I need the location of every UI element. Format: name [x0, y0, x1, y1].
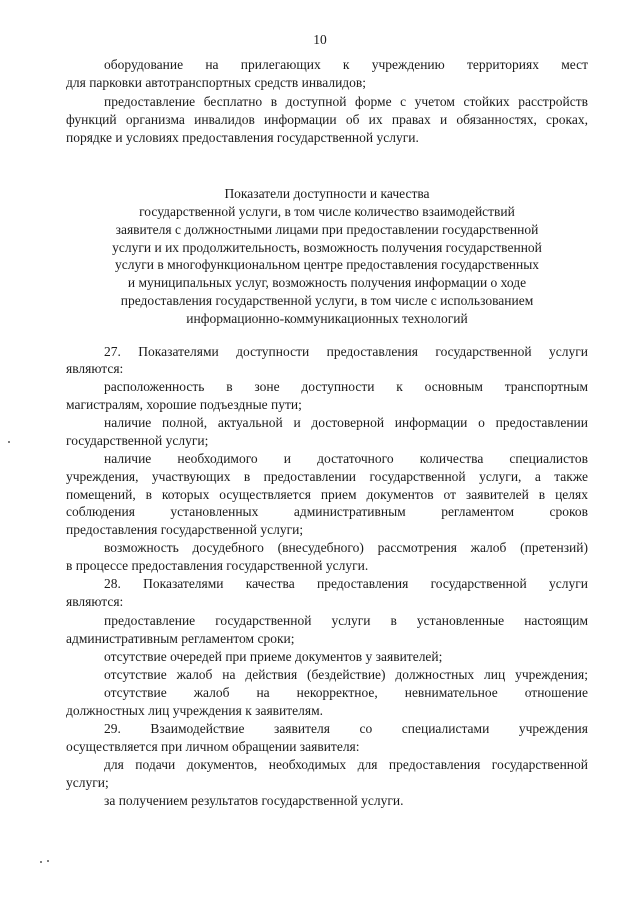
section-heading-line-6: и муниципальных услуг, возможность получения информации о ходе: [127, 275, 527, 290]
intro-line-2: для парковки автотранспортных средств инвалидов;: [66, 75, 367, 90]
p27-line-2: являются:: [66, 361, 124, 376]
section-heading-line-3: заявителя с должностными лицами при предоставлении государственной: [115, 222, 539, 237]
p28-line-5: отсутствие очередей при приеме документов у заявителей;: [104, 649, 443, 664]
section-heading-line-4: услуги и их продолжительность, возможность получения государственной: [112, 240, 542, 255]
section-heading-line-2: государственной услуги, в том числе количество взаимодействий: [139, 204, 515, 219]
p27-line-3: расположенность в зоне доступности к основным транспортным: [104, 379, 588, 394]
p29-line-4: услуги;: [66, 775, 109, 790]
p28-line-4: административным регламентом сроки;: [66, 631, 295, 646]
p28-line-6: отсутствие жалоб на действия (бездействие) должностных лиц учреждения;: [104, 667, 588, 682]
p28-line-7: отсутствие жалоб на некорректное, невнимательное отношение: [104, 685, 588, 700]
p28-line-8: должностных лиц учреждения к заявителям.: [66, 703, 324, 718]
intro-line-3: предоставление бесплатно в доступной форме с учетом стойких расстройств: [104, 94, 588, 109]
p29-line-1: 29. Взаимодействие заявителя со специалистами учреждения: [104, 721, 588, 736]
scan-speck: [8, 441, 10, 443]
p27-line-6: государственной услуги;: [66, 433, 209, 448]
section-heading-line-5: услуги в многофункциональном центре предоставления государственных: [114, 257, 540, 272]
p27-line-12: возможность досудебного (внесудебного) рассмотрения жалоб (претензий): [104, 540, 588, 555]
p27-line-5: наличие полной, актуальной и достоверной информации о предоставлении: [104, 415, 588, 430]
page-number: 10: [313, 32, 327, 47]
intro-line-4: функций организма инвалидов информации об их правах и обязанностях, сроках,: [66, 112, 588, 127]
p29-line-5: за получением результатов государственной услуги.: [104, 793, 404, 808]
scan-speck: [40, 861, 42, 863]
section-heading-line-1: Показатели доступности и качества: [224, 186, 430, 201]
scan-speck: [47, 860, 49, 862]
p27-line-9: помещений, в которых осуществляется прием документов от заявителей в целях: [66, 487, 588, 502]
p27-line-10: соблюдения установленных административным регламентом сроков: [66, 504, 588, 519]
p28-line-2: являются:: [66, 594, 124, 609]
intro-line-5: порядке и условиях предоставления государственной услуги.: [66, 130, 419, 145]
intro-line-1: оборудование на прилегающих к учреждению территориях мест: [104, 57, 588, 72]
p27-line-1: 27. Показателями доступности предоставления государственной услуги: [104, 344, 588, 359]
p29-line-3: для подачи документов, необходимых для предоставления государственной: [104, 757, 588, 772]
p27-line-13: в процессе предоставления государственной услуги.: [66, 558, 369, 573]
p27-line-7: наличие необходимого и достаточного количества специалистов: [104, 451, 588, 466]
p28-line-3: предоставление государственной услуги в установленные настоящим: [104, 613, 588, 628]
p27-line-11: предоставления государственной услуги;: [66, 522, 304, 537]
section-heading-line-8: информационно-коммуникационных технологий: [186, 311, 468, 326]
p28-line-1: 28. Показателями качества предоставления государственной услуги: [104, 576, 588, 591]
section-heading-line-7: предоставления государственной услуги, в том числе с использованием: [120, 293, 534, 308]
p27-line-8: учреждения, участвующих в предоставлении государственной услуги, а также: [66, 469, 588, 484]
p29-line-2: осуществляется при личном обращении заявителя:: [66, 739, 360, 754]
p27-line-4: магистралям, хорошие подъездные пути;: [66, 397, 302, 412]
